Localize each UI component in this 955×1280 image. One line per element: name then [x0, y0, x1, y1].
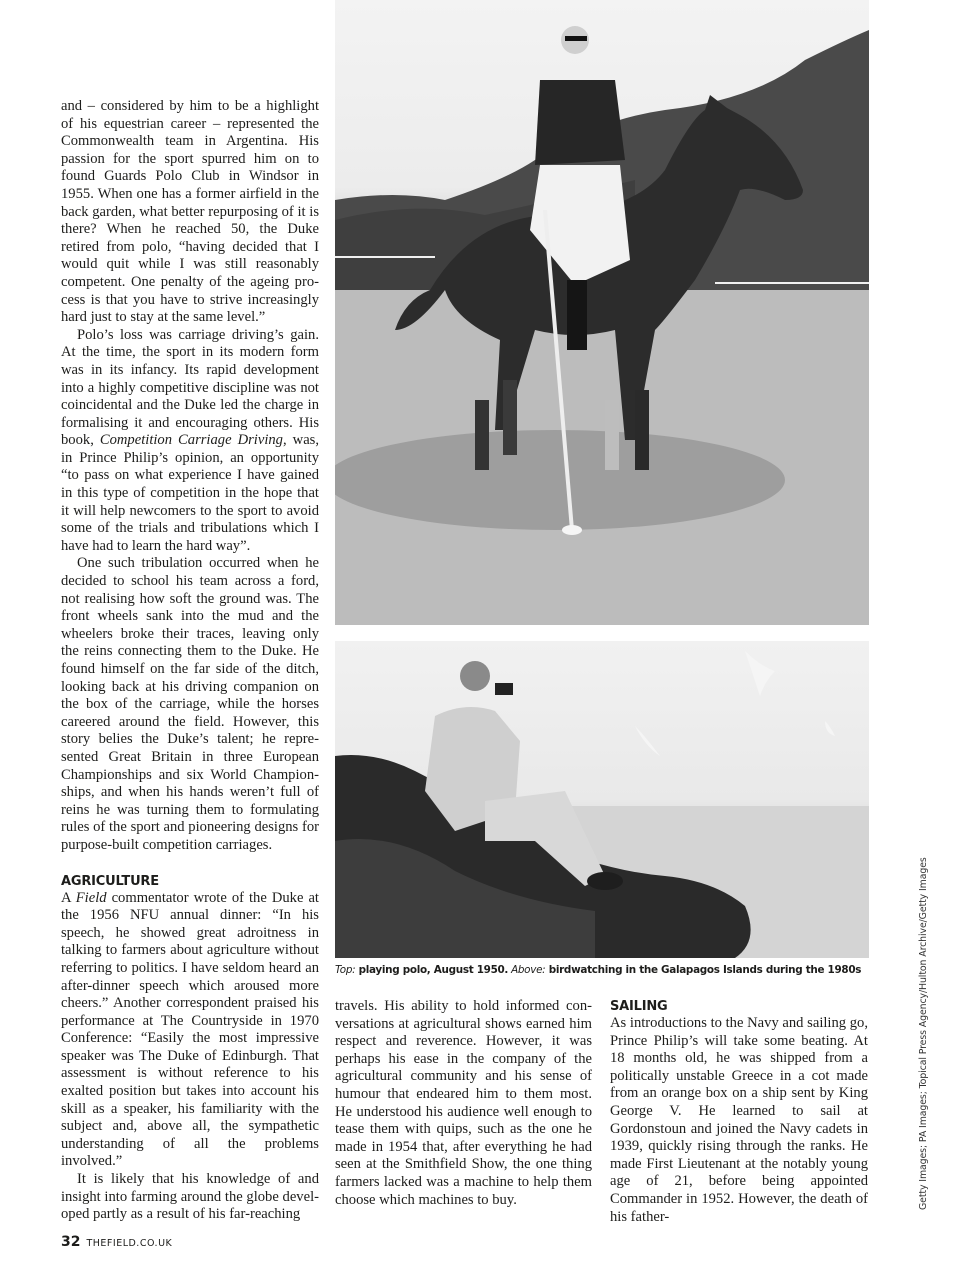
photo-caption	[335, 963, 875, 977]
paragraph: A Field commentator wrote of the Duke at the 1956 NFU annual dinner: “In his speech, he showed great adroitness in talking to farmers about agriculture without referring to politics. I have seldom heard an after-dinner speech which aroused more cheers.” Another correspondent praised his performance at The Countryside in 1970 Conference: “Easily the most impressive speaker was The Duke of Edinburgh. That assessment is without reference to his exalted position but takes into account his skill as a speaker, his familiarity with the subject and, above all, the sympathetic understanding of all the problems involved.”	[61, 889, 319, 1170]
paragraph: travels. His ability to hold informed conversations at agricultural shows earned him respect and reverence. However, it was perhaps his ease in the company of the agricultural community and his sense of humour that endeared him to them most. He understood his audience well enough to tease them with quips, such as the one he made in 1954 that, after everything he had seen at the Smithfield Show, the one thing farmers lacked was a machine to help them choose which machines to buy.	[335, 998, 592, 1208]
paragraph: As introductions to the Navy and sailing go, Prince Philip’s will take some beating. At 18 months old, he was shipped from a politically unstable Greece in a cot made from an orange box on a ship sent by King George V. He learned to sail at Gordonstoun and joined the Navy cadets in 1939, quickly rising through the ranks. He made First Lieutenant at the notably young age of 21, before being appointed Commander in 1952. However, the death of his father-	[610, 1015, 868, 1225]
birdwatching-photo-illustration	[335, 641, 869, 958]
article-column-1	[61, 98, 319, 1224]
section-heading-sailing: SAILING	[610, 999, 668, 1014]
caption-text-top: playing polo, August 1950.	[355, 964, 509, 976]
caption-label-above: Above:	[508, 964, 546, 976]
article-column-2	[335, 998, 592, 1209]
caption-text-above: birdwatching in the Galapagos Islands during the 1980s	[545, 964, 862, 976]
publication-name: Field	[75, 889, 107, 906]
polo-photo-illustration	[335, 0, 869, 625]
paragraph: Polo’s loss was carriage driving’s gain. At the time, the sport in its modern form was in its infancy. Its rapid development into a highly competitive discipline was not coincidental and the Duke led the charge in formalising it and encouraging others. His book, Competition Carriage Driving, was, in Prince Philip’s opinion, an opportunity “to pass on what experience I have gained in this type of competition in the hope that it will help newcomers to the sport to avoid some of the trials and tribulations which I have had to learn the hard way”.	[61, 326, 319, 554]
photo-birdwatching	[335, 641, 869, 958]
article-column-3	[610, 998, 868, 1226]
photo-polo	[335, 0, 869, 625]
section-heading-agriculture: AGRICULTURE	[61, 873, 159, 889]
photo-credit: Getty Images; PA Images; Topical Press Agency/Hulton Archive/Getty Images	[918, 857, 929, 1210]
site-url: THEFIELD.CO.UK	[86, 1238, 173, 1249]
paragraph: and – considered by him to be a highlight of his equestrian career – represented the Commonwealth team in Argentina. His passion for the sport spurred him on to found Guards Polo Club in Windsor in 1955. When one has a former airfield in the back garden, what better repurposing of it is there? When he reached 50, the Duke retired from polo, “having decided that I would quit while I was still reasonably competent. One penalty of the ageing process is that you have to strive increasingly hard just to stay at the same level.”	[61, 98, 319, 326]
book-title: Competition Carriage Driving	[99, 432, 283, 449]
paragraph: It is likely that his knowledge of and insight into farming around the globe developed partly as a result of his far-reaching	[61, 1171, 319, 1223]
page-number: 32	[61, 1234, 81, 1250]
paragraph: One such tribulation occurred when he decided to school his team across a ford, not realising how soft the ground was. The front wheels sank into the mud and the wheelers broke their traces, leaving only the reins connecting them to the Duke. He found himself on the far side of the ditch, looking back at his driving companion on the box of the carriage, while the horses careered around the field. However, this story belies the Duke’s talent; he represented Great Britain in three European Championships and six World Championships, and when his hands weren’t full of reins he was turning them to formulating rules of the sport and pioneering designs for purpose-built competition carriages.	[61, 555, 319, 853]
caption-label-top: Top:	[335, 964, 356, 976]
page-footer	[61, 1234, 172, 1250]
